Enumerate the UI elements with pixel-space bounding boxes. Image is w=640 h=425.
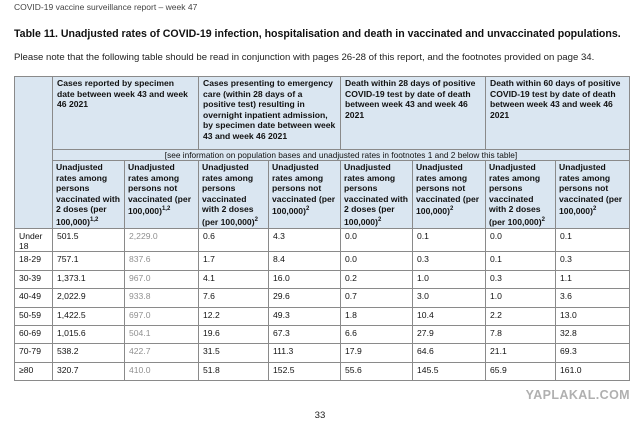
- watermark: YAPLAKAL.COM: [525, 388, 630, 402]
- rate-cell: 13.0: [556, 307, 630, 325]
- column-header: [269, 161, 341, 229]
- rate-cell: 501.5: [53, 229, 125, 252]
- rate-cell: 12.2: [199, 307, 269, 325]
- table-row: [15, 229, 630, 252]
- column-header-label: Unadjusted rates among persons not vaccinated (per 100,000): [559, 162, 623, 217]
- rate-cell: 538.2: [53, 344, 125, 362]
- rate-cell: 0.0: [486, 229, 556, 252]
- column-header-label: Unadjusted rates among persons vaccinated with 2 doses (per 100,000): [56, 162, 120, 227]
- column-header-label: Unadjusted rates among persons vaccinated with 2 doses (per 100,000): [344, 162, 409, 227]
- age-group-label: 40-49: [15, 289, 53, 307]
- table-title: Table 11. Unadjusted rates of COVID-19 infection, hospitalisation and death in vaccinated and unvaccinated populations.: [14, 28, 621, 40]
- rate-cell: 29.6: [269, 289, 341, 307]
- column-header-footnote: 2: [377, 216, 382, 223]
- rate-cell: 1.8: [341, 307, 413, 325]
- rate-cell: 4.1: [199, 270, 269, 288]
- table-row: [15, 289, 630, 307]
- rate-cell: 0.0: [341, 252, 413, 270]
- rate-cell: 3.6: [556, 289, 630, 307]
- rate-cell: 145.5: [413, 362, 486, 380]
- rate-cell: 4.3: [269, 229, 341, 252]
- rate-cell: 0.3: [413, 252, 486, 270]
- age-group-label: 60-69: [15, 325, 53, 343]
- rate-cell: 67.3: [269, 325, 341, 343]
- column-header: [125, 161, 199, 229]
- column-header: [486, 161, 556, 229]
- rate-cell: 19.6: [199, 325, 269, 343]
- column-header: [53, 161, 125, 229]
- column-header: [199, 161, 269, 229]
- rate-cell: 1,422.5: [53, 307, 125, 325]
- rate-cell: 10.4: [413, 307, 486, 325]
- rate-cell: 27.9: [413, 325, 486, 343]
- rate-cell: 0.1: [486, 252, 556, 270]
- column-header-footnote: 2: [305, 206, 310, 213]
- column-header: [413, 161, 486, 229]
- rate-cell: 933.8: [125, 289, 199, 307]
- rate-cell: 320.7: [53, 362, 125, 380]
- column-header-label: Unadjusted rates among persons not vaccinated (per 100,000): [128, 162, 192, 217]
- column-header-label: Unadjusted rates among persons not vaccinated (per 100,000): [272, 162, 336, 217]
- rate-cell: 64.6: [413, 344, 486, 362]
- rate-cell: 837.6: [125, 252, 199, 270]
- age-group-label: 30-39: [15, 270, 53, 288]
- rate-cell: 49.3: [269, 307, 341, 325]
- column-header-footnote: 2: [592, 206, 597, 213]
- column-header-label: Unadjusted rates among persons vaccinated with 2 doses (per 100,000): [489, 162, 542, 227]
- rate-cell: 0.7: [341, 289, 413, 307]
- rate-cell: 2,229.0: [125, 229, 199, 252]
- page-number: 33: [314, 410, 326, 421]
- rate-cell: 504.1: [125, 325, 199, 343]
- group-header-death-28-days: Death within 28 days of positive COVID-19 test by date of death between week 43 and week 46 2021: [341, 77, 486, 150]
- rate-cell: 8.4: [269, 252, 341, 270]
- rate-cell: 0.2: [341, 270, 413, 288]
- rate-cell: 17.9: [341, 344, 413, 362]
- rate-cell: 0.3: [486, 270, 556, 288]
- rate-cell: 967.0: [125, 270, 199, 288]
- rate-cell: 69.3: [556, 344, 630, 362]
- column-header-footnote: 1,2: [161, 206, 171, 213]
- rate-cell: 16.0: [269, 270, 341, 288]
- table-row: [15, 325, 630, 343]
- rate-cell: 422.7: [125, 344, 199, 362]
- footnote-note-row: [see information on population bases and unadjusted rates in footnotes 1 and 2 below this table]: [53, 150, 630, 161]
- rate-cell: 55.6: [341, 362, 413, 380]
- table-row: [15, 270, 630, 288]
- age-group-label: ≥80: [15, 362, 53, 380]
- rate-cell: 697.0: [125, 307, 199, 325]
- rate-cell: 1.0: [413, 270, 486, 288]
- rate-cell: 7.6: [199, 289, 269, 307]
- rate-cell: 152.5: [269, 362, 341, 380]
- rate-cell: 410.0: [125, 362, 199, 380]
- rate-cell: 6.6: [341, 325, 413, 343]
- rate-cell: 31.5: [199, 344, 269, 362]
- rate-cell: 32.8: [556, 325, 630, 343]
- column-header-label: Unadjusted rates among persons vaccinated with 2 doses (per 100,000): [202, 162, 255, 227]
- rate-cell: 1.7: [199, 252, 269, 270]
- rate-cell: 0.1: [413, 229, 486, 252]
- column-header-footnote: 2: [254, 216, 258, 223]
- column-header-footnote: 2: [541, 216, 545, 223]
- table-row: [15, 344, 630, 362]
- table-row: [15, 252, 630, 270]
- rate-cell: 161.0: [556, 362, 630, 380]
- table-row: [15, 307, 630, 325]
- column-header: [341, 161, 413, 229]
- rate-cell: 1,373.1: [53, 270, 125, 288]
- rate-cell: 757.1: [53, 252, 125, 270]
- rate-cell: 0.6: [199, 229, 269, 252]
- rate-cell: 21.1: [486, 344, 556, 362]
- rate-cell: 0.1: [556, 229, 630, 252]
- rate-cell: 3.0: [413, 289, 486, 307]
- rates-table: [14, 76, 630, 381]
- rate-cell: 0.3: [556, 252, 630, 270]
- group-header-emergency-care: Cases presenting to emergency care (within 28 days of a positive test) resulting in overnight inpatient admission, by specimen date between week 43 and week 46 2021: [199, 77, 341, 150]
- rate-cell: 65.9: [486, 362, 556, 380]
- column-header-label: Unadjusted rates among persons not vaccinated (per 100,000): [416, 162, 480, 217]
- column-header: [556, 161, 630, 229]
- rate-cell: 2.2: [486, 307, 556, 325]
- rate-cell: 111.3: [269, 344, 341, 362]
- report-header: COVID-19 vaccine surveillance report – week 47: [14, 2, 198, 12]
- age-group-label: Under 18: [15, 229, 53, 252]
- column-header-footnote: 1,2: [89, 216, 99, 223]
- table-row: [15, 362, 630, 380]
- rate-cell: 2,022.9: [53, 289, 125, 307]
- age-group-label: 70-79: [15, 344, 53, 362]
- age-group-label: 18-29: [15, 252, 53, 270]
- age-group-label: 50-59: [15, 307, 53, 325]
- rate-cell: 51.8: [199, 362, 269, 380]
- column-header-footnote: 2: [449, 206, 454, 213]
- rate-cell: 1,015.6: [53, 325, 125, 343]
- intro-text: Please note that the following table should be read in conjunction with pages 26-28 of this report, and the footnotes provided on page 34.: [14, 52, 595, 63]
- rate-cell: 7.8: [486, 325, 556, 343]
- rate-cell: 0.0: [341, 229, 413, 252]
- rate-cell: 1.1: [556, 270, 630, 288]
- corner-cell: [15, 77, 53, 229]
- group-header-death-60-days: Death within 60 days of positive COVID-19 test by date of death between week 43 and week 46 2021: [486, 77, 630, 150]
- rate-cell: 1.0: [486, 289, 556, 307]
- group-header-cases: Cases reported by specimen date between week 43 and week 46 2021: [53, 77, 199, 150]
